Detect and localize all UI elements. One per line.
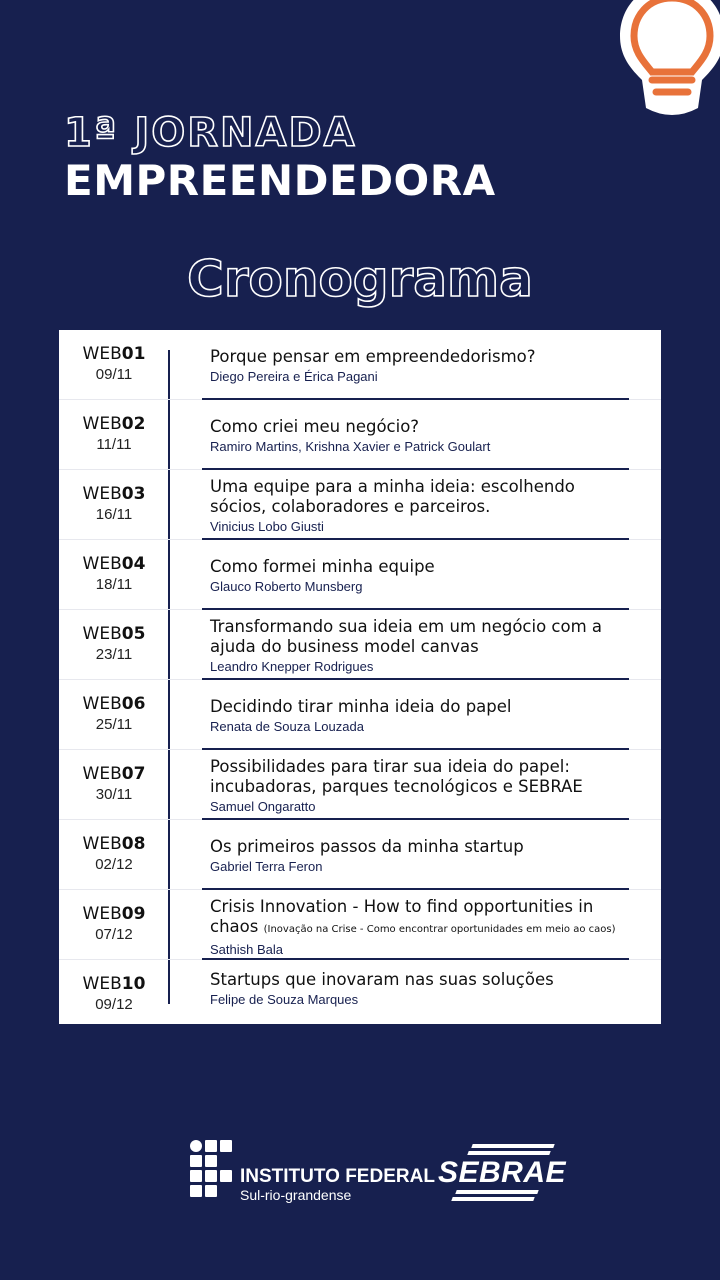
instituto-federal-logo	[190, 1140, 234, 1200]
event-title	[64, 108, 496, 204]
schedule-row	[59, 960, 661, 1030]
webinar-topic-note: (Inovação na Crise - Como encontrar oportunidades em meio ao caos)	[263, 924, 616, 935]
webinar-speakers: Sathish Bala	[210, 942, 283, 957]
schedule-row	[59, 330, 661, 400]
webinar-topic: Porque pensar em empreendedorismo?	[210, 347, 536, 366]
schedule-row	[59, 470, 661, 540]
webinar-topic: Crisis Innovation - How to find opportunities in chaos (Inovação na Crise - Como encontrar oportunidades em meio ao caos)	[210, 897, 616, 936]
webinar-date: 07/12	[95, 926, 133, 943]
event-title-line1: 1ª JORNADA	[64, 110, 357, 156]
schedule-row	[59, 610, 661, 680]
webinar-code: WEB08	[82, 834, 146, 854]
webinar-code: WEB05	[82, 624, 146, 644]
webinar-speakers: Samuel Ongaratto	[210, 799, 316, 814]
webinar-topic: Como criei meu negócio?	[210, 417, 420, 436]
webinar-speakers: Diego Pereira e Érica Pagani	[210, 369, 378, 384]
webinar-speakers: Vinicius Lobo Giusti	[210, 519, 324, 534]
schedule-row	[59, 400, 661, 470]
webinar-topic: Uma equipe para a minha ideia: escolhendo sócios, colaboradores e parceiros.	[210, 477, 575, 516]
webinar-date: 16/11	[95, 506, 133, 523]
webinar-code: WEB09	[82, 904, 146, 924]
schedule-row	[59, 680, 661, 750]
webinar-date: 18/11	[95, 576, 133, 593]
schedule-row	[59, 890, 661, 960]
sebrae-logo	[438, 1140, 567, 1204]
webinar-code: WEB03	[82, 484, 146, 504]
webinar-date: 23/11	[95, 646, 133, 663]
webinar-topic: Startups que inovaram nas suas soluções	[210, 970, 554, 989]
webinar-topic: Transformando sua ideia em um negócio com a ajuda do business model canvas	[210, 617, 603, 656]
instituto-federal-campus: Sul-rio-grandense	[240, 1187, 352, 1203]
webinar-speakers: Leandro Knepper Rodrigues	[210, 659, 374, 674]
event-title-line2: EMPREENDEDORA	[64, 156, 496, 205]
webinar-code: WEB06	[82, 694, 146, 714]
webinar-code: WEB02	[82, 414, 146, 434]
schedule-row	[59, 750, 661, 820]
instituto-federal-name: INSTITUTO FEDERAL	[240, 1166, 435, 1187]
schedule-row	[59, 540, 661, 610]
webinar-code: WEB01	[82, 344, 146, 364]
webinar-code: WEB10	[82, 974, 146, 994]
webinar-code: WEB04	[82, 554, 146, 574]
schedule-card	[59, 330, 661, 1024]
sebrae-logo-text: SEBRAE	[438, 1156, 567, 1189]
webinar-speakers: Ramiro Martins, Krishna Xavier e Patrick Goulart	[210, 439, 491, 454]
schedule-heading: Cronograma	[187, 250, 533, 308]
webinar-date: 11/11	[96, 436, 132, 453]
webinar-speakers: Felipe de Souza Marques	[210, 992, 359, 1007]
webinar-date: 02/12	[95, 856, 133, 873]
sponsor-logos	[0, 1138, 720, 1208]
lightbulb-icon	[612, 0, 720, 120]
webinar-speakers: Renata de Souza Louzada	[210, 719, 364, 734]
webinar-date: 09/12	[95, 996, 133, 1013]
webinar-date: 30/11	[95, 786, 133, 803]
webinar-topic: Os primeiros passos da minha startup	[210, 837, 524, 856]
webinar-speakers: Gabriel Terra Feron	[210, 859, 323, 874]
schedule-row	[59, 820, 661, 890]
webinar-topic: Como formei minha equipe	[210, 557, 435, 576]
webinar-code: WEB07	[82, 764, 146, 784]
webinar-date: 09/11	[95, 366, 133, 383]
webinar-topic: Decidindo tirar minha ideia do papel	[210, 697, 512, 716]
webinar-topic: Possibilidades para tirar sua ideia do papel: incubadoras, parques tecnológicos e SEBRAE	[210, 757, 583, 796]
webinar-speakers: Glauco Roberto Munsberg	[210, 579, 363, 594]
webinar-date: 25/11	[95, 716, 133, 733]
